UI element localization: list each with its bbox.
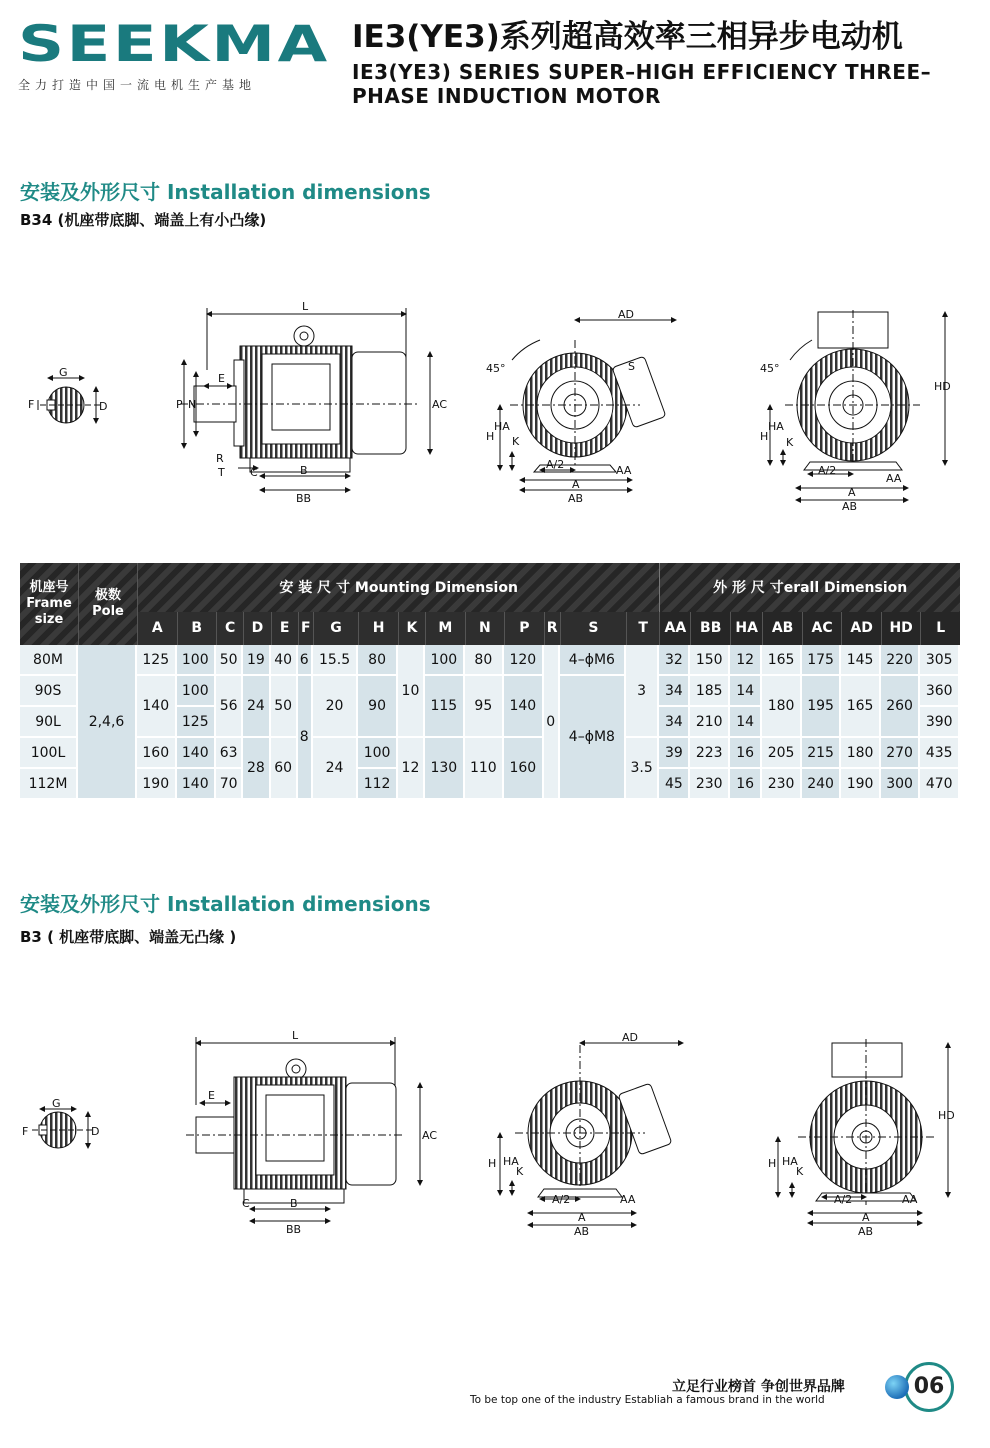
cell-b: 140 — [177, 769, 217, 800]
col-header-c: C — [216, 612, 243, 645]
cell-l: 470 — [920, 769, 960, 800]
b34-rear-view — [770, 310, 945, 500]
cell-ha: 16 — [730, 738, 762, 769]
svg-text:HD: HD — [934, 380, 951, 393]
section2-subtitle: B3 ( 机座带底脚、端盖无凸缘 ) — [20, 928, 237, 946]
cell-m: 115 — [425, 676, 465, 738]
b34-drawings — [0, 290, 990, 520]
svg-text:H: H — [768, 1157, 777, 1170]
svg-text:C: C — [242, 1197, 250, 1210]
col-header-ad: AD — [841, 612, 881, 645]
footer-slogan-cn: 立足行业榜首 争创世界品牌 — [672, 1379, 845, 1395]
cell-e: 40 — [271, 645, 298, 676]
cell-l: 390 — [920, 707, 960, 738]
cell-g: 20 — [313, 676, 359, 738]
b3-drawings — [0, 1025, 990, 1250]
cell-p: 140 — [504, 676, 544, 738]
footer-slogan-en: To be top one of the industry Establiah a famous brand in the world — [470, 1394, 825, 1406]
col-header-b: B — [177, 612, 217, 645]
svg-text:AA: AA — [616, 464, 632, 477]
cell-t: 3.5 — [626, 738, 659, 800]
col-header-r: R — [544, 612, 560, 645]
cell-p: 120 — [504, 645, 544, 676]
svg-text:H: H — [760, 430, 769, 443]
cell-bb: 230 — [690, 769, 730, 800]
cell-c: 63 — [216, 738, 243, 769]
svg-text:A: A — [578, 1211, 586, 1224]
cell-ha: 16 — [730, 769, 762, 800]
svg-text:H: H — [486, 430, 495, 443]
cell-hd: 220 — [881, 645, 921, 676]
table-row — [20, 738, 960, 769]
cell-hd: 270 — [881, 738, 921, 769]
cell-e: 60 — [271, 738, 298, 800]
cell-hd: 260 — [881, 676, 921, 738]
svg-text:K: K — [796, 1165, 804, 1178]
header-mounting-dimension: 安 装 尺 寸 Mounting Dimension — [137, 563, 659, 612]
cell-ac: 195 — [802, 676, 842, 738]
cell-n: 80 — [465, 645, 505, 676]
svg-text:AA: AA — [902, 1193, 918, 1206]
svg-text:BB: BB — [296, 492, 312, 505]
cell-d: 28 — [243, 738, 270, 800]
svg-text:AB: AB — [858, 1225, 874, 1238]
svg-text:HA: HA — [503, 1155, 519, 1168]
cell-bb: 185 — [690, 676, 730, 707]
cell-ac: 240 — [802, 769, 842, 800]
cell-l: 305 — [920, 645, 960, 676]
cell-ab: 205 — [762, 738, 802, 769]
b3-front-view — [500, 1043, 683, 1225]
cell-ha: 14 — [730, 707, 762, 738]
svg-text:T: T — [218, 466, 225, 479]
svg-text:L: L — [302, 300, 309, 313]
cell-t: 3 — [626, 645, 659, 738]
section1-subtitle: B34 (机座带底脚、端盖上有小凸缘) — [20, 211, 267, 229]
cell-frame: 90S — [20, 676, 78, 707]
cell-r: 0 — [544, 645, 560, 800]
cell-e: 50 — [271, 676, 298, 738]
page-title-cn: IE3(YE3)系列超高效率三相异步电动机 — [352, 19, 903, 55]
svg-text:A: A — [848, 486, 856, 499]
col-header-aa: AA — [659, 612, 690, 645]
svg-text:A/2: A/2 — [552, 1193, 571, 1206]
svg-text:AD: AD — [622, 1031, 638, 1044]
svg-text:45°: 45° — [486, 362, 506, 375]
col-header-g: G — [313, 612, 359, 645]
cell-a: 190 — [137, 769, 177, 800]
cell-g: 15.5 — [313, 645, 359, 676]
svg-text:BB: BB — [286, 1223, 302, 1236]
svg-text:E: E — [218, 372, 225, 385]
brand-tagline: 全力打造中国一流电机生产基地 — [18, 78, 257, 92]
cell-c: 50 — [216, 645, 243, 676]
col-header-ha: HA — [730, 612, 762, 645]
svg-text:R: R — [216, 452, 224, 465]
col-header-bb: BB — [690, 612, 730, 645]
cell-bb: 210 — [690, 707, 730, 738]
svg-text:K: K — [512, 435, 520, 448]
col-header-d: D — [243, 612, 270, 645]
svg-text:HA: HA — [768, 420, 784, 433]
cell-f: 8 — [298, 676, 313, 800]
page-number: 06 — [904, 1362, 954, 1412]
svg-text:HA: HA — [494, 420, 510, 433]
svg-text:A: A — [572, 478, 580, 491]
svg-text:D: D — [99, 400, 108, 413]
svg-text:AD: AD — [618, 308, 634, 321]
table-row — [20, 676, 960, 707]
cell-l: 435 — [920, 738, 960, 769]
cell-ab: 165 — [762, 645, 802, 676]
cell-h: 80 — [358, 645, 398, 676]
cell-ad: 180 — [841, 738, 881, 769]
cell-aa: 34 — [659, 676, 690, 707]
svg-text:S: S — [628, 360, 635, 373]
dimension-table — [20, 563, 960, 800]
col-header-a: A — [137, 612, 177, 645]
col-header-p: P — [504, 612, 544, 645]
cell-ad: 145 — [841, 645, 881, 676]
svg-text:F: F — [22, 1125, 29, 1138]
cell-ad: 190 — [841, 769, 881, 800]
cell-ac: 175 — [802, 645, 842, 676]
svg-text:G: G — [59, 366, 68, 379]
b3-side-view — [186, 1037, 420, 1221]
cell-n: 110 — [465, 738, 505, 800]
cell-aa: 45 — [659, 769, 690, 800]
cell-b: 140 — [177, 738, 217, 769]
svg-text:L: L — [292, 1029, 299, 1042]
cell-a: 140 — [137, 676, 177, 738]
col-header-e: E — [271, 612, 298, 645]
section2-title: 安装及外形尺寸 Installation dimensions — [20, 892, 431, 916]
svg-text:AB: AB — [842, 500, 858, 513]
col-header-hd: HD — [881, 612, 921, 645]
cell-aa: 39 — [659, 738, 690, 769]
cell-frame: 80M — [20, 645, 78, 676]
svg-text:AC: AC — [422, 1129, 438, 1142]
b3-shaft-section-drawing — [32, 1109, 92, 1148]
svg-text:AA: AA — [886, 472, 902, 485]
cell-ha: 14 — [730, 676, 762, 707]
globe-icon — [885, 1375, 909, 1399]
cell-frame: 112M — [20, 769, 78, 800]
cell-h: 112 — [358, 769, 398, 800]
svg-text:F: F — [28, 398, 35, 411]
svg-text:D: D — [91, 1125, 100, 1138]
svg-text:H: H — [488, 1157, 497, 1170]
svg-text:E: E — [208, 1089, 215, 1102]
table-row — [20, 645, 960, 676]
svg-text:K: K — [516, 1165, 524, 1178]
cell-g: 24 — [313, 738, 359, 800]
svg-text:A/2: A/2 — [546, 458, 565, 471]
section1-title: 安装及外形尺寸 Installation dimensions — [20, 180, 431, 204]
svg-text:A: A — [862, 1211, 870, 1224]
cell-s: 4–ϕM8 — [560, 676, 626, 800]
cell-pole: 2,4,6 — [78, 645, 137, 800]
cell-l: 360 — [920, 676, 960, 707]
svg-text:B: B — [290, 1197, 298, 1210]
cell-s: 4–ϕM6 — [560, 645, 626, 676]
header-overall-dimension: 外 形 尺 寸erall Dimension — [659, 563, 960, 612]
cell-k: 10 — [398, 645, 425, 738]
col-header-k: K — [398, 612, 425, 645]
cell-aa: 32 — [659, 645, 690, 676]
svg-text:AC: AC — [432, 398, 448, 411]
svg-text:P: P — [176, 398, 183, 411]
svg-text:HA: HA — [782, 1155, 798, 1168]
cell-ab: 230 — [762, 769, 802, 800]
svg-text:G: G — [52, 1097, 61, 1110]
svg-text:AA: AA — [620, 1193, 636, 1206]
svg-text:K: K — [786, 436, 794, 449]
cell-m: 130 — [425, 738, 465, 800]
cell-n: 95 — [465, 676, 505, 738]
svg-text:AB: AB — [568, 492, 584, 505]
cell-ac: 215 — [802, 738, 842, 769]
svg-text:A/2: A/2 — [834, 1193, 853, 1206]
page-title-en: IE3(YE3) SERIES SUPER–HIGH EFFICIENCY THREE–PHASE INDUCTION MOTOR — [352, 60, 932, 108]
col-header-l: L — [920, 612, 960, 645]
svg-text:AB: AB — [574, 1225, 590, 1238]
col-header-n: N — [465, 612, 505, 645]
cell-aa: 34 — [659, 707, 690, 738]
svg-text:C: C — [250, 466, 258, 479]
cell-c: 56 — [216, 676, 243, 738]
cell-a: 125 — [137, 645, 177, 676]
col-header-f: F — [298, 612, 313, 645]
b3-rear-view — [778, 1039, 948, 1223]
col-header-ab: AB — [762, 612, 802, 645]
cell-ab: 180 — [762, 676, 802, 738]
header-pole: 极数 Pole — [78, 563, 137, 645]
cell-m: 100 — [425, 645, 465, 676]
svg-text:HD: HD — [938, 1109, 955, 1122]
cell-frame: 90L — [20, 707, 78, 738]
cell-d: 24 — [243, 676, 270, 738]
brand-logo: SEEKMA — [18, 15, 330, 73]
cell-b: 125 — [177, 707, 217, 738]
col-header-h: H — [358, 612, 398, 645]
cell-h: 90 — [358, 676, 398, 738]
cell-ha: 12 — [730, 645, 762, 676]
cell-a: 160 — [137, 738, 177, 769]
cell-k: 12 — [398, 738, 425, 800]
cell-h: 100 — [358, 738, 398, 769]
cell-hd: 300 — [881, 769, 921, 800]
cell-p: 160 — [504, 738, 544, 800]
cell-bb: 150 — [690, 645, 730, 676]
cell-frame: 100L — [20, 738, 78, 769]
svg-text:B: B — [300, 464, 308, 477]
col-header-ac: AC — [802, 612, 842, 645]
cell-d: 19 — [243, 645, 270, 676]
svg-text:N: N — [188, 398, 197, 411]
svg-text:A/2: A/2 — [818, 464, 837, 477]
header-frame-size: 机座号 Frame size — [20, 563, 78, 645]
b34-front-view — [500, 320, 676, 490]
cell-b: 100 — [177, 676, 217, 707]
svg-text:45°: 45° — [760, 362, 780, 375]
cell-f: 6 — [298, 645, 313, 676]
col-header-t: T — [626, 612, 659, 645]
shaft-section-drawing — [38, 378, 100, 423]
col-header-m: M — [425, 612, 465, 645]
cell-b: 100 — [177, 645, 217, 676]
cell-c: 70 — [216, 769, 243, 800]
cell-bb: 223 — [690, 738, 730, 769]
col-header-s: S — [560, 612, 626, 645]
cell-ad: 165 — [841, 676, 881, 738]
